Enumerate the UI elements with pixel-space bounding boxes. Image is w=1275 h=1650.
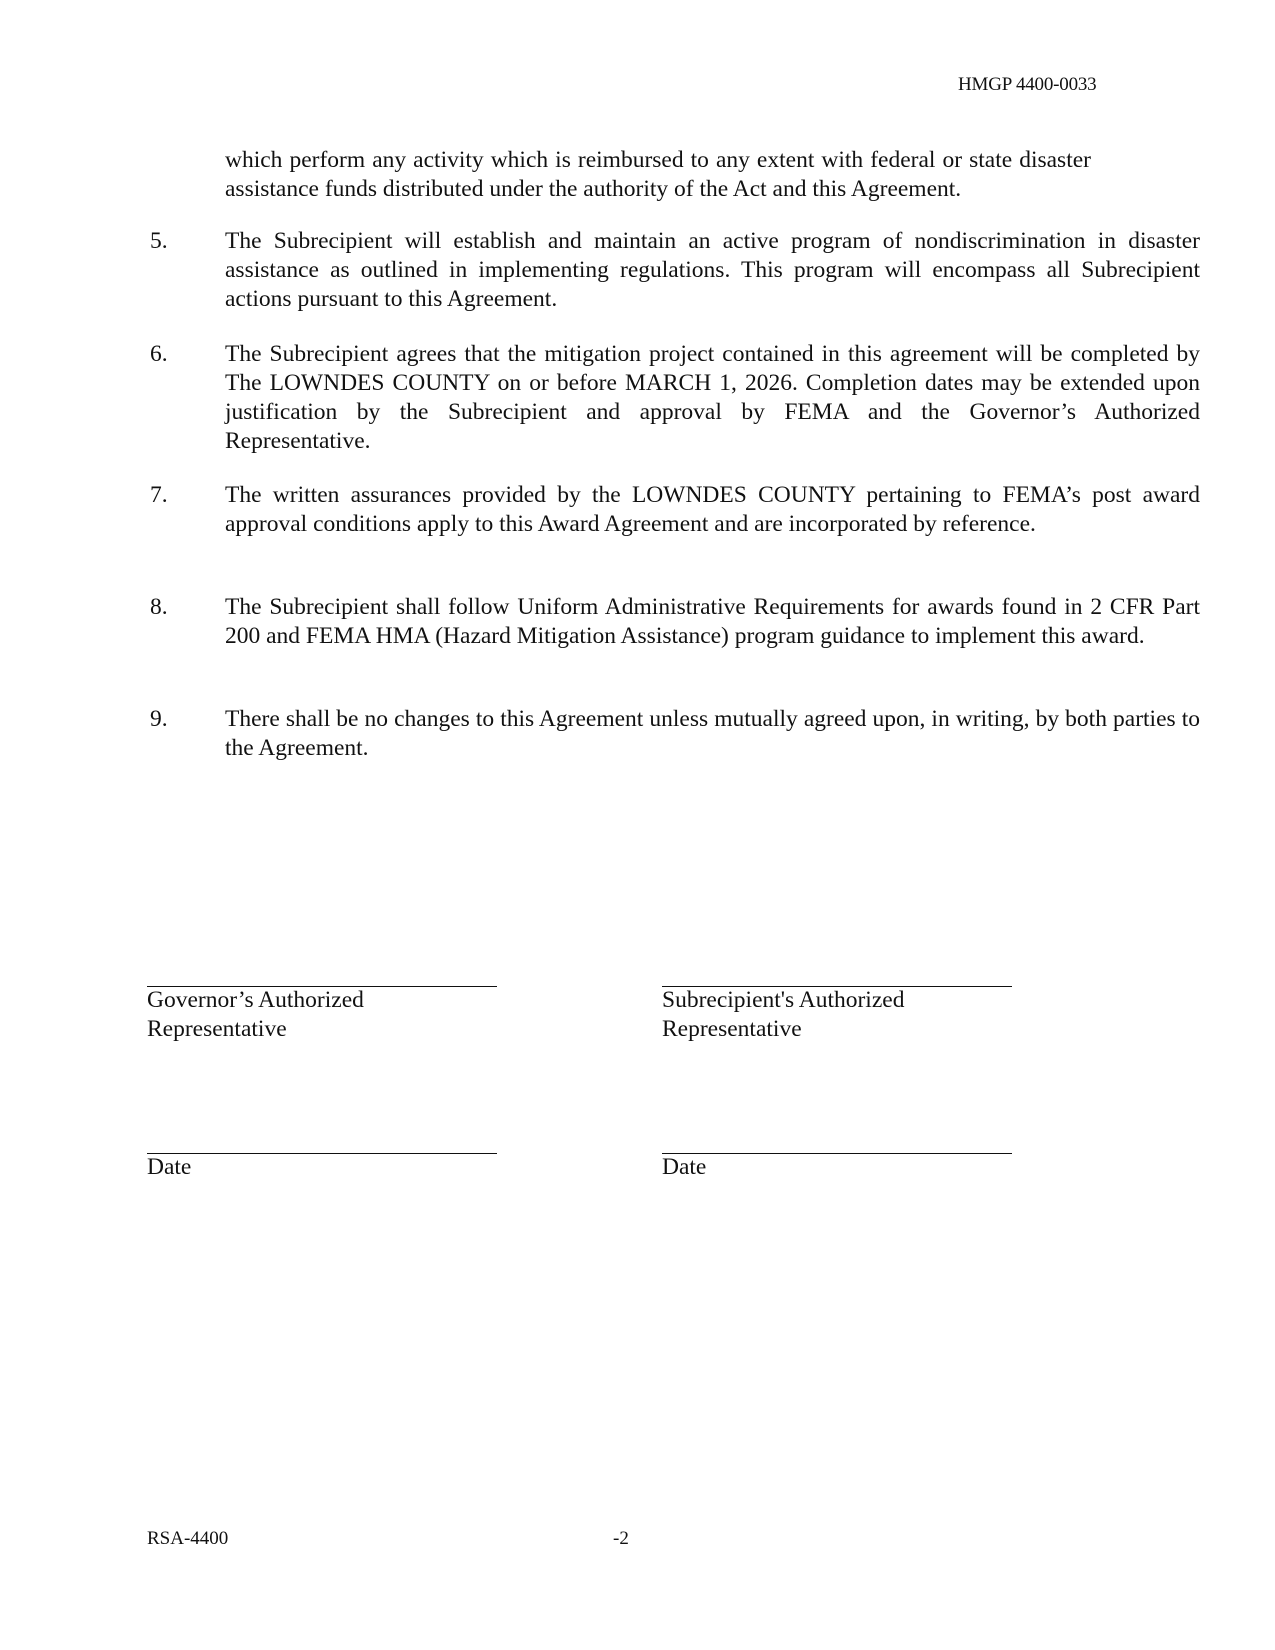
governor-title-line1: Governor’s Authorized — [147, 987, 364, 1013]
clause-number: 9. — [150, 706, 168, 732]
subrecipient-title-line2: Representative — [662, 1016, 802, 1042]
governor-date-label: Date — [147, 1154, 192, 1180]
page-number: -2 — [613, 1528, 629, 1549]
document-id: HMGP 4400-0033 — [958, 74, 1097, 95]
clause-6 — [150, 340, 1200, 456]
clause-9 — [150, 705, 1200, 763]
continuation-paragraph: which perform any activity which is reimbursed to any extent with federal or state disaster assistance funds distributed under the authority of the Act and this Agreement. — [225, 147, 1091, 202]
clause-number: 6. — [150, 341, 168, 367]
clause-8 — [150, 593, 1200, 651]
subrecipient-date-label: Date — [662, 1154, 707, 1180]
subrecipient-title-line1: Subrecipient's Authorized — [662, 987, 905, 1013]
clause-5 — [150, 227, 1200, 314]
clause-text: There shall be no changes to this Agreement unless mutually agreed upon, in writing, by both parties to the Agreement. — [225, 706, 1200, 761]
clause-number: 8. — [150, 594, 168, 620]
governor-title-line2: Representative — [147, 1016, 287, 1042]
clause-number: 5. — [150, 228, 168, 254]
clause-7 — [150, 481, 1200, 539]
clause-number: 7. — [150, 482, 168, 508]
subrecipient-date-line — [662, 1153, 1012, 1154]
governor-date-line — [147, 1153, 497, 1154]
clause-text: The Subrecipient will establish and maintain an active program of nondiscrimination in disaster assistance as outlined in implementing regulations. This program will encompass all Subrecipient actions pursuant to this Agreement. — [225, 228, 1200, 312]
subrecipient-signature-label — [662, 986, 904, 1044]
clause-text: The Subrecipient shall follow Uniform Administrative Requirements for awards found in 2 CFR Part 200 and FEMA HMA (Hazard Mitigation Assistance) program guidance to implement this award. — [225, 594, 1200, 649]
clause-text: The Subrecipient agrees that the mitigation project contained in this agreement will be completed by The LOWNDES COUNTY on or before MARCH 1, 2026. Completion dates may be extended upon justification by the Subrecipient and approval by FEMA and the Governor’s Authorized Representative. — [225, 341, 1200, 454]
form-id: RSA-4400 — [147, 1528, 229, 1549]
clause-text: The written assurances provided by the LOWNDES COUNTY pertaining to FEMA’s post award approval conditions apply to this Award Agreement and are incorporated by reference. — [225, 482, 1200, 537]
governor-signature-label — [147, 986, 364, 1044]
